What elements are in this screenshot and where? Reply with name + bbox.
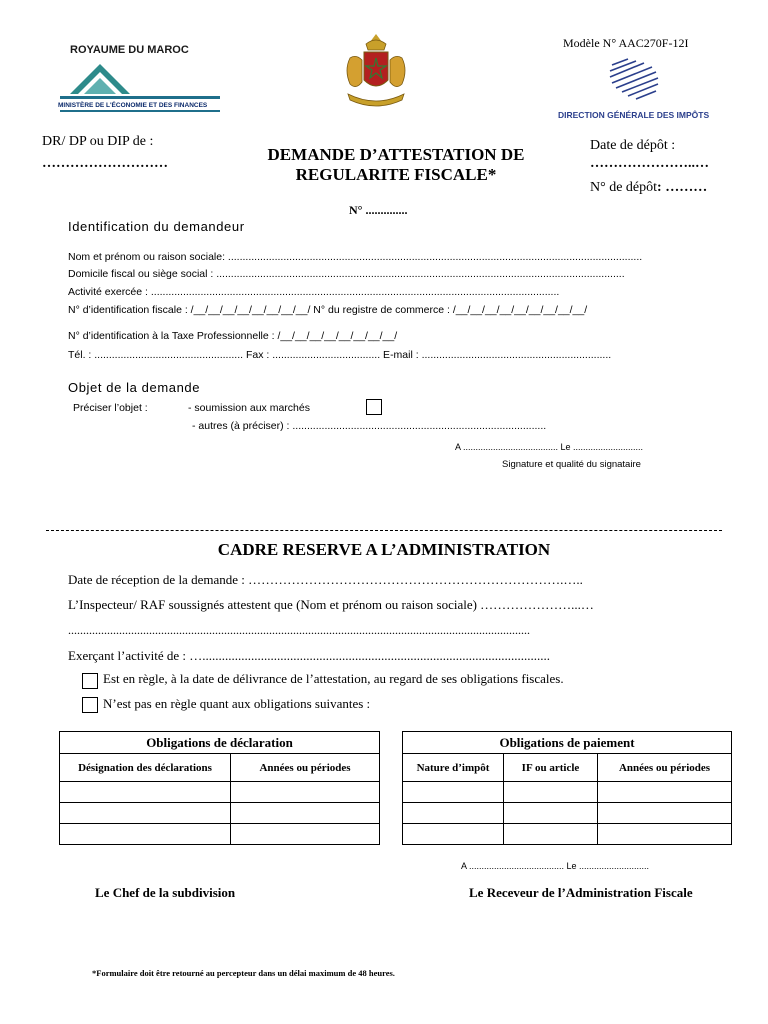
objet-heading: Objet de la demande <box>68 380 201 395</box>
paiement-cell[interactable] <box>403 782 504 803</box>
exercant-row: Exerçant l’activité de : …........................................................................................................... <box>68 648 551 663</box>
form-title <box>256 145 536 185</box>
royal-emblem <box>340 34 412 110</box>
dgi-logo <box>606 55 662 107</box>
request-number: N° .............. <box>349 203 408 217</box>
kingdom-label: ROYAUME DU MAROC <box>70 44 189 56</box>
pas-en-regle-label: N’est pas en règle quant aux obligations suivantes : <box>103 696 371 711</box>
dr-label: DR/ DP ou DIP de : <box>42 134 154 149</box>
name-row: Nom et prénom ou raison sociale: .............................................................................................................................................. <box>68 251 643 263</box>
pas-en-regle-checkbox[interactable] <box>82 697 98 713</box>
activity-row: Activité exercée : ............................................................................................................................................ <box>68 286 560 298</box>
receveur-label: Le Receveur de l’Administration Fiscale <box>469 885 693 900</box>
option-marches-label: - soumission aux marchés <box>188 402 310 414</box>
reception-date-row: Date de réception de la demande : ……………………………………………………………….….. <box>68 572 583 587</box>
paiement-cell[interactable] <box>403 824 504 845</box>
form-title-line1: DEMANDE D’ATTESTATION DE <box>267 145 525 164</box>
dr-dots: ……………………… <box>42 156 168 171</box>
ministry-label: MINISTÈRE DE L'ÉCONOMIE ET DES FINANCES <box>58 102 208 109</box>
footer-place-date: A ...................................... Le ............................ <box>461 861 650 871</box>
paiement-cell[interactable] <box>598 803 732 824</box>
contact-row: Tél. : ................................................... Fax : ..................................... E-mail : ................................................................. <box>68 349 612 361</box>
fiscal-id-row: N° d’identification fiscale : /__/__/__/__/__/__/__/__/ N° du registre de commerce : /__/__/__/__/__/__/__/__/__/ <box>68 304 588 316</box>
footnote: *Formulaire doit être retourné au percepteur dans un délai maximum de 48 heures. <box>92 968 395 978</box>
paiement-cell[interactable] <box>598 824 732 845</box>
chef-subdivision: Le Chef de la subdivision <box>95 885 236 900</box>
declaration-col-annees: Années ou périodes <box>231 754 380 782</box>
date-depot-dots: …………………..… <box>590 156 709 171</box>
paiement-cell[interactable] <box>403 803 504 824</box>
declaration-table <box>59 731 380 845</box>
paiement-cell[interactable] <box>504 782 598 803</box>
date-depot-label: Date de dépôt : <box>590 138 676 153</box>
model-number: Modèle N° AAC270F-12I <box>563 36 689 50</box>
paiement-col-nature: Nature d’impôt <box>403 754 504 782</box>
declaration-cell[interactable] <box>60 824 231 845</box>
place-date-line: A ...................................... Le ............................ <box>455 442 644 452</box>
num-depot-label: N° de dépôt <box>590 180 658 195</box>
dgi-label: DIRECTION GÉNÉRALE DES IMPÔTS <box>558 110 710 120</box>
dots-row: .......................................................................................................................................................... <box>68 623 530 637</box>
declaration-cell[interactable] <box>231 824 380 845</box>
signature-label: Signature et qualité du signataire <box>502 459 641 470</box>
domicile-row: Domicile fiscal ou siège social : ............................................................................................................................................ <box>68 268 625 280</box>
declaration-cell[interactable] <box>231 803 380 824</box>
form-title-line2: REGULARITE FISCALE* <box>295 165 497 184</box>
paiement-col-annees: Années ou périodes <box>598 754 732 782</box>
paiement-cell[interactable] <box>504 824 598 845</box>
paiement-table-title: Obligations de paiement <box>403 732 732 754</box>
option-marches-checkbox[interactable] <box>366 399 382 415</box>
inspecteur-row: L’Inspecteur/ RAF soussignés attestent que (Nom et prénom ou raison sociale) …………………...… <box>68 597 594 612</box>
tp-id-row: N° d’identification à la Taxe Professionnelle : /__/__/__/__/__/__/__/__/ <box>68 330 398 342</box>
preciser-label: Préciser l’objet : <box>73 402 148 414</box>
option-autres-label: - autres (à préciser) : ....................................................................................... <box>192 420 547 432</box>
paiement-cell[interactable] <box>598 782 732 803</box>
declaration-cell[interactable] <box>231 782 380 803</box>
declaration-cell[interactable] <box>60 803 231 824</box>
identification-heading: Identification du demandeur <box>68 219 245 234</box>
declaration-cell[interactable] <box>60 782 231 803</box>
num-depot-dots: : ……… <box>657 180 708 195</box>
en-regle-checkbox[interactable] <box>82 673 98 689</box>
admin-heading: CADRE RESERVE A L’ADMINISTRATION <box>217 540 551 559</box>
separator-line <box>46 530 722 531</box>
paiement-col-if: IF ou article <box>504 754 598 782</box>
num-depot <box>590 180 707 196</box>
declaration-table-title: Obligations de déclaration <box>60 732 380 754</box>
paiement-cell[interactable] <box>504 803 598 824</box>
paiement-table <box>402 731 732 845</box>
declaration-col-designation: Désignation des déclarations <box>60 754 231 782</box>
en-regle-label: Est en règle, à la date de délivrance de l’attestation, au regard de ses obligations fiscales. <box>103 671 564 686</box>
